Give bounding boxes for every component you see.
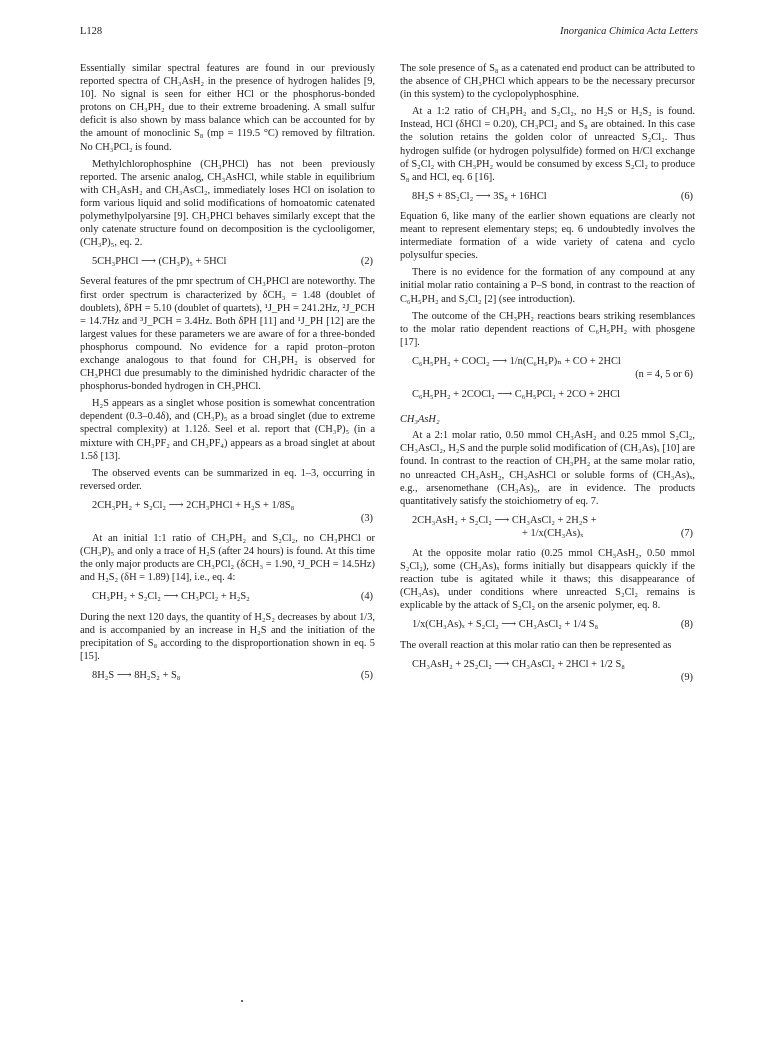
equation-4 [80,590,375,603]
section-heading: CH₃AsH₂ [400,414,440,426]
page-number: L128 [80,26,103,37]
paragraph: There is no evidence for the formation of any compound at any initial molar ratio containing a P–S bond, in contrast to the reaction of C₆H₅PH₂ and S₂Cl₂ [2] (see introduction). [400,267,695,305]
equation-text: 1/x(CH₃As)ₓ + S₂Cl₂ ⟶ CH₃AsCl₂ + 1/4 S₈ [412,619,599,631]
equation-number: (5) [360,669,373,681]
page-mark [241,1000,243,1002]
equation-number: (3) [360,513,373,524]
paragraph: The overall reaction at this molar ratio can then be represented as [400,639,672,651]
equation-6 [400,190,695,203]
equation-text: + 1/x(CH₃As)ₓ [522,527,584,539]
equation-7 [400,514,695,540]
equation-text: CH₃AsH₂ + 2S₂Cl₂ ⟶ CH₃AsCl₂ + 2HCl + 1/2 S₈ [412,658,625,670]
paragraph: At the opposite molar ratio (0.25 mmol CH₃AsH₂, 0.50 mmol S₂Cl₂), some (CH₃As)ₓ forms initially but disappears quickly if the reaction tube is agitated while it thaws; this disappearance of (CH₃As)ₓ under conditions where unreacted S₂Cl₂ remains is explicable by the attack of S₂Cl₂ on the arsenic polymer, eq. 8. [400,548,695,612]
paragraph: The outcome of the CH₃PH₂ reactions bears striking resemblances to the molar ratio dependent reactions of C₆H₅PH₂ with phosgene [17]. [400,310,695,348]
equation-text: C₆H₅PH₂ + 2COCl₂ ⟶ C₆H₅PCl₂ + 2CO + 2HCl [412,389,620,401]
paragraph: The observed events can be summarized in eq. 1–3, occurring in reversed order. [80,467,375,492]
equation-text: 8H₂S ⟶ 8H₂S₂ + S₈ [92,669,181,681]
equation-number: (4) [360,591,373,603]
equation-2 [80,255,375,268]
equation-text: 8H₂S + 8S₂Cl₂ ⟶ 3S₈ + 16HCl [412,190,547,202]
equation-text: 2CH₃PH₂ + S₂Cl₂ ⟶ 2CH₃PHCl + H₂S + 1/8S₈ [92,499,295,511]
paragraph: H₂S appears as a singlet whose position is somewhat concentration dependent (0.3–0.4δ), and (CH₃P)₅ as a broad singlet (due to extreme spectral complexity) at 1.12δ. Seel et al. report that (CH₃P)₅ (in a mixture with CH₃PF₂ and CH₃PF₄) appears as a broad singlet at about 1.5δ [13]. [80,398,375,462]
equation-text: 5CH₃PHCl ⟶ (CH₃P)₅ + 5HCl [92,256,227,268]
equation-text: CH₃PH₂ + S₂Cl₂ ⟶ CH₃PCl₂ + H₂S₂ [92,591,250,603]
paragraph: Equation 6, like many of the earlier shown equations are clearly not meant to represent elementary steps; eq. 6 undoubtedly involves the intermediate formation of a wide variety of catena and cyclo polysulfur species. [400,210,695,262]
paragraph: At an initial 1:1 ratio of CH₃PH₂ and S₂Cl₂, no CH₃PHCl or (CH₃P)₅ and only a trace of H₂S (after 24 hours) is found. At this time the only major products are CH₃PCl₂ (δCH₃ = 1.90, ²J_PCH = 14.5Hz) and H₂S₂ (δH = 1.89) [14], i.e., eq. 4: [80,533,375,584]
equation-8 [400,618,695,631]
equation-continuation [412,527,695,540]
equation-number: (6) [680,190,693,202]
equation-text: 2CH₃AsH₂ + S₂Cl₂ ⟶ CH₃AsCl₂ + 2H₂S + [412,514,597,526]
equation-5 [80,669,375,682]
paragraph: Essentially similar spectral features are found in our previously reported spectra of CH₃AsH₂ in the presence of hydrogen halides [9, 10]. No signal is seen for either HCl or the phosphorus-bonded protons on CH₃PH₂ due to their extreme broadening. A small sulfur deficit is also shown by mass balance which can be accounted for by the amount of monoclinic S₈ (mp = 119.5 °C) removed by filtration. No CH₃PCl₂ is found. [80,63,375,153]
equation-condition: (n = 4, 5 or 6) [635,368,693,380]
equation-number: (7) [680,527,693,539]
equation-number: (8) [680,619,693,631]
equation-phosgene-1 [400,355,695,381]
equation-9 [400,658,695,684]
left-column [80,62,375,689]
paragraph: During the next 120 days, the quantity of H₂S₂ decreases by about 1/3, and is accompanied by an increase in H₂S and the initiation of the precipitation of S₈ according to the disproportionation shown in eq. 5 [15]. [80,611,375,662]
equation-text: C₆H₅PH₂ + COCl₂ ⟶ 1/n(C₆H₅P)ₙ + CO + 2HCl [412,355,621,367]
paragraph: Several features of the pmr spectrum of CH₃PHCl are noteworthy. The first order spectrum is characterized by δCH₃ = 1.48 (doublet of doublets), δPH = 5.10 (doublet of quartets), ¹J_PH = 241.2Hz, ²J_PCH = 14.7Hz and ³J_PCH = 3.4Hz. Both δPH [11] and ¹J_PH [12] are the largest values for these parameters we are aware of for a three-bonded phosphorus compound. No evidence for a rapid proton–proton exchange analogous to that found for CH₃PH₂ is observed for CH₃PHCl due presumably to the diminished hydridic character of the phosphorus-bonded hydrogen in CH₃PHCl. [80,276,375,393]
paragraph: The sole presence of S₈ as a catenated end product can be attributed to the absence of CH₃PHCl which appears to be the necessary precursor (in this system) to the cyclopolyphosphine. [400,63,695,101]
equation-number: (2) [360,256,373,268]
paragraph: At a 1:2 ratio of CH₃PH₂ and S₂Cl₂, no H₂S or H₂S₂ is found. Instead, HCl (δHCl = 0.20), CH₃PCl₂ and S₈ are obtained. In this case the solution retains the golden color of unreacted S₂Cl₂. Thus hydrogen sulfide (or hydrogen polysulfide) formed on H/Cl exchange of S₂Cl₂ with CH₃PH₂ would be consumed by excess S₂Cl₂ to produce S₈ and HCl, eq. 6 [16]. [400,106,695,183]
right-column [400,62,695,691]
equation-3 [80,499,375,525]
paragraph: At a 2:1 molar ratio, 0.50 mmol CH₃AsH₂ and 0.25 mmol S₂Cl₂, CH₃AsCl₂, H₂S and the purple solid modification of (CH₃As)ₓ [10] are found. In contrast to the reaction of CH₃PH₂ at the same molar ratio, no unreacted CH₃AsH₂, CH₃AsHCl or soluble forms of (CH₃As)ₓ, e.g., arsenomethane (CH₃As)₅, are in evidence. The products quantitatively satisfy the stoichiometry of eq. 7. [400,430,695,507]
journal-title: Inorganica Chimica Acta Letters [560,26,698,37]
equation-number: (9) [680,671,693,683]
paragraph: Methylchlorophosphine (CH₃PHCl) has not been previously reported. The arsenic analog, CH₃AsHCl, while stable in equilibrium with CH₃AsH₂ and CH₃AsCl₂, immediately loses HCl on isolation to form various liquid and solid modifications of homoatomic catenated polymethylpolyarsine [9]. CH₃PHCl behaves similarly except that the only catenate structure found on decomposition is the cyclooligomer, (CH₃P)₅, eq. 2. [80,158,375,249]
equation-phosgene-2 [400,388,695,401]
